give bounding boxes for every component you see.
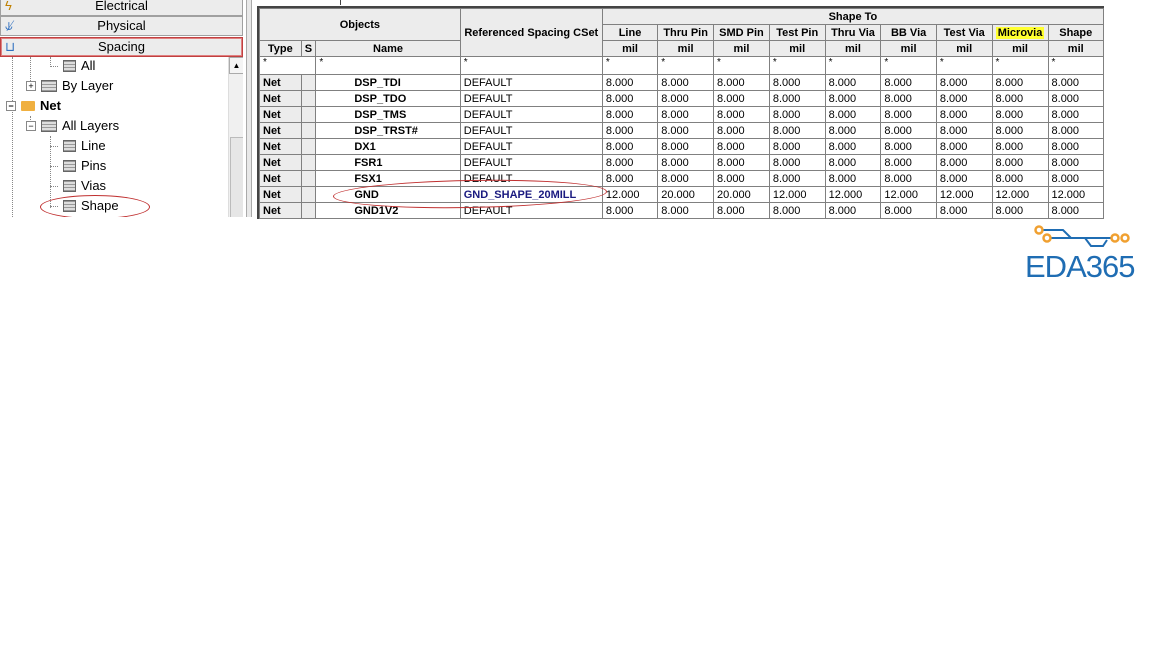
unit-header: mil: [936, 41, 992, 57]
row-name[interactable]: FSR1: [316, 155, 460, 171]
tree-item-all-layers[interactable]: − All Layers: [26, 117, 119, 135]
row-value[interactable]: 8.000: [936, 139, 992, 155]
row-value[interactable]: 8.000: [1048, 139, 1103, 155]
tree-item-line[interactable]: Line: [50, 137, 106, 155]
collapse-icon[interactable]: −: [6, 101, 16, 111]
row-name[interactable]: DSP_TMS: [316, 107, 460, 123]
column-header-thru-via[interactable]: Thru Via: [825, 25, 881, 41]
collapse-icon[interactable]: −: [26, 121, 36, 131]
grid-icon: [63, 60, 76, 72]
row-s-cell: [301, 171, 316, 187]
row-value[interactable]: 8.000: [825, 123, 881, 139]
row-value[interactable]: 8.000: [769, 139, 825, 155]
grid-stack-icon: [41, 120, 57, 132]
row-value[interactable]: 12.000: [881, 187, 936, 203]
row-cset[interactable]: DEFAULT: [460, 139, 602, 155]
tree-item-net[interactable]: − Net: [6, 97, 61, 115]
row-value[interactable]: 8.000: [1048, 107, 1103, 123]
objects-header: Objects: [260, 9, 461, 41]
row-value[interactable]: 8.000: [992, 155, 1048, 171]
row-cset[interactable]: DEFAULT: [460, 203, 602, 219]
unit-header: mil: [714, 41, 770, 57]
row-value[interactable]: 8.000: [1048, 155, 1103, 171]
unit-header: mil: [658, 41, 714, 57]
column-header-thru-pin[interactable]: Thru Pin: [658, 25, 714, 41]
row-value[interactable]: 8.000: [881, 123, 936, 139]
row-value[interactable]: 8.000: [992, 75, 1048, 91]
row-s-cell: [301, 91, 316, 107]
row-value[interactable]: 8.000: [714, 75, 770, 91]
eda365-watermark: EDA365: [1025, 224, 1140, 286]
row-value[interactable]: 8.000: [769, 171, 825, 187]
row-value[interactable]: 8.000: [658, 123, 714, 139]
unit-header: mil: [602, 41, 657, 57]
filter-value[interactable]: *: [658, 57, 714, 75]
row-value[interactable]: 8.000: [992, 123, 1048, 139]
row-value[interactable]: 8.000: [714, 91, 770, 107]
column-header-smd-pin[interactable]: SMD Pin: [714, 25, 770, 41]
table-row[interactable]: [260, 107, 1104, 123]
column-header-shape[interactable]: Shape: [1048, 25, 1103, 41]
worksheet-electrical-button[interactable]: ϟ Electrical: [0, 0, 243, 16]
column-header-bb-via[interactable]: BB Via: [881, 25, 936, 41]
row-value[interactable]: 8.000: [769, 75, 825, 91]
panel-splitter[interactable]: [246, 0, 252, 217]
row-type: Net: [260, 171, 302, 187]
row-name[interactable]: GND1V2: [316, 203, 460, 219]
row-cset[interactable]: DEFAULT: [460, 107, 602, 123]
row-value[interactable]: 8.000: [1048, 75, 1103, 91]
tree-scrollbar[interactable]: [228, 57, 243, 217]
row-cset[interactable]: DEFAULT: [460, 123, 602, 139]
unit-header: mil: [992, 41, 1048, 57]
row-value[interactable]: 8.000: [825, 155, 881, 171]
row-value[interactable]: 8.000: [714, 203, 770, 219]
row-name[interactable]: DSP_TRST#: [316, 123, 460, 139]
grid-icon: [63, 160, 76, 172]
unit-header: mil: [825, 41, 881, 57]
row-value[interactable]: 12.000: [769, 187, 825, 203]
table-row[interactable]: [260, 75, 1104, 91]
row-value[interactable]: 12.000: [936, 187, 992, 203]
row-s-cell: [301, 139, 316, 155]
row-value[interactable]: 8.000: [602, 155, 657, 171]
worksheet-physical-button[interactable]: ⫝̸ Physical: [0, 16, 243, 36]
row-value[interactable]: 8.000: [881, 155, 936, 171]
row-value[interactable]: 8.000: [769, 91, 825, 107]
row-value[interactable]: 8.000: [658, 139, 714, 155]
row-value[interactable]: 12.000: [992, 187, 1048, 203]
filter-name[interactable]: *: [316, 57, 460, 75]
row-type: Net: [260, 203, 302, 219]
row-value[interactable]: 8.000: [992, 203, 1048, 219]
row-value[interactable]: 8.000: [602, 123, 657, 139]
filter-type[interactable]: *: [260, 57, 316, 75]
row-value[interactable]: 8.000: [992, 139, 1048, 155]
tree-item-by-layer[interactable]: + By Layer: [26, 77, 113, 95]
tree-item-shape[interactable]: Shape: [50, 197, 119, 215]
row-cset[interactable]: DEFAULT: [460, 155, 602, 171]
filter-cset[interactable]: *: [460, 57, 602, 75]
row-s-cell: [301, 107, 316, 123]
row-name[interactable]: DSP_TDO: [316, 91, 460, 107]
row-value[interactable]: 8.000: [602, 75, 657, 91]
column-header-test-pin[interactable]: Test Pin: [769, 25, 825, 41]
row-value[interactable]: 8.000: [992, 171, 1048, 187]
row-value[interactable]: 8.000: [602, 107, 657, 123]
unit-header: mil: [1048, 41, 1103, 57]
row-type: Net: [260, 139, 302, 155]
row-value[interactable]: 8.000: [825, 203, 881, 219]
expand-icon[interactable]: +: [26, 81, 36, 91]
table-row[interactable]: [260, 123, 1104, 139]
filter-value[interactable]: *: [714, 57, 770, 75]
column-header-microvia[interactable]: Microvia: [992, 25, 1048, 41]
row-value[interactable]: 8.000: [936, 203, 992, 219]
row-value[interactable]: 8.000: [825, 91, 881, 107]
spacing-icon: ⊔: [5, 39, 16, 54]
row-value[interactable]: 8.000: [769, 203, 825, 219]
lightning-icon: ϟ: [5, 0, 12, 13]
row-value[interactable]: 8.000: [825, 107, 881, 123]
row-cset[interactable]: DEFAULT: [460, 75, 602, 91]
row-type: Net: [260, 107, 302, 123]
row-value[interactable]: 8.000: [825, 139, 881, 155]
row-cset[interactable]: DEFAULT: [460, 91, 602, 107]
row-cset[interactable]: DEFAULT: [460, 171, 602, 187]
filter-value[interactable]: *: [769, 57, 825, 75]
row-value[interactable]: 8.000: [714, 155, 770, 171]
constraint-workbook-panel: [0, 0, 243, 217]
annotation-ellipse: [40, 195, 150, 217]
row-value[interactable]: 8.000: [602, 91, 657, 107]
row-value[interactable]: 8.000: [769, 123, 825, 139]
row-value[interactable]: 8.000: [936, 123, 992, 139]
filter-value[interactable]: *: [936, 57, 992, 75]
row-value[interactable]: 8.000: [1048, 171, 1103, 187]
row-value[interactable]: 8.000: [714, 123, 770, 139]
row-s-cell: [301, 203, 316, 219]
unit-header: mil: [881, 41, 936, 57]
column-header-line[interactable]: Line: [602, 25, 657, 41]
tree-item-pins[interactable]: Pins: [50, 157, 106, 175]
row-value[interactable]: 12.000: [825, 187, 881, 203]
row-value[interactable]: 8.000: [881, 171, 936, 187]
row-type: Net: [260, 75, 302, 91]
row-value[interactable]: 8.000: [881, 203, 936, 219]
row-cset[interactable]: GND_SHAPE_20MILL: [460, 187, 602, 203]
row-value[interactable]: 8.000: [714, 139, 770, 155]
row-type: Net: [260, 155, 302, 171]
table-row[interactable]: [260, 155, 1104, 171]
row-value[interactable]: 8.000: [769, 107, 825, 123]
grid-icon: [63, 140, 76, 152]
name-header[interactable]: Name: [316, 41, 460, 57]
row-value[interactable]: 8.000: [825, 75, 881, 91]
row-s-cell: [301, 123, 316, 139]
row-value[interactable]: 8.000: [936, 155, 992, 171]
row-s-cell: [301, 155, 316, 171]
grid-icon: [63, 180, 76, 192]
shape-to-header: Shape To: [602, 9, 1103, 25]
row-value[interactable]: 8.000: [1048, 91, 1103, 107]
table-row[interactable]: [260, 91, 1104, 107]
row-value[interactable]: 8.000: [936, 171, 992, 187]
row-value[interactable]: 8.000: [658, 171, 714, 187]
filter-value[interactable]: *: [1048, 57, 1103, 75]
row-value[interactable]: 8.000: [658, 107, 714, 123]
column-header-test-via[interactable]: Test Via: [936, 25, 992, 41]
folder-open-icon: [21, 101, 35, 111]
row-value[interactable]: 8.000: [936, 107, 992, 123]
row-name[interactable]: DX1: [316, 139, 460, 155]
row-value[interactable]: 8.000: [936, 91, 992, 107]
physical-icon: ⫝̸: [5, 18, 13, 33]
row-value[interactable]: 8.000: [881, 139, 936, 155]
tree-item-all[interactable]: All: [50, 57, 95, 75]
row-value[interactable]: 8.000: [936, 75, 992, 91]
row-value[interactable]: 8.000: [825, 171, 881, 187]
row-value[interactable]: 8.000: [658, 155, 714, 171]
row-value[interactable]: 8.000: [658, 75, 714, 91]
grid-stack-icon: [41, 80, 57, 92]
row-value[interactable]: 8.000: [881, 75, 936, 91]
row-s-cell: [301, 187, 316, 203]
worksheet-spacing-button[interactable]: ⊔ Spacing: [0, 37, 243, 57]
s-header[interactable]: S: [301, 41, 316, 57]
filter-value[interactable]: *: [992, 57, 1048, 75]
row-value[interactable]: 8.000: [881, 107, 936, 123]
tree-item-vias[interactable]: Vias: [50, 177, 106, 195]
row-value[interactable]: 8.000: [714, 107, 770, 123]
row-type: Net: [260, 187, 302, 203]
row-type: Net: [260, 91, 302, 107]
row-value[interactable]: 8.000: [992, 107, 1048, 123]
row-value[interactable]: 8.000: [881, 91, 936, 107]
row-value[interactable]: 8.000: [602, 203, 657, 219]
row-value[interactable]: 12.000: [602, 187, 657, 203]
row-name[interactable]: DSP_TDI: [316, 75, 460, 91]
row-value[interactable]: 8.000: [1048, 123, 1103, 139]
cset-header: Referenced Spacing CSet: [460, 9, 602, 57]
filter-value[interactable]: *: [602, 57, 657, 75]
filter-value[interactable]: *: [825, 57, 881, 75]
table-row[interactable]: [260, 139, 1104, 155]
row-type: Net: [260, 123, 302, 139]
scroll-thumb[interactable]: [230, 137, 243, 217]
row-value[interactable]: 8.000: [714, 171, 770, 187]
row-value[interactable]: 8.000: [992, 91, 1048, 107]
row-value[interactable]: 8.000: [602, 139, 657, 155]
type-header[interactable]: Type: [260, 41, 302, 57]
row-name[interactable]: FSX1: [316, 171, 460, 187]
unit-header: mil: [769, 41, 825, 57]
row-value[interactable]: 8.000: [658, 91, 714, 107]
row-value[interactable]: 8.000: [602, 171, 657, 187]
row-value[interactable]: 12.000: [1048, 187, 1103, 203]
row-value[interactable]: 8.000: [1048, 203, 1103, 219]
row-value[interactable]: 20.000: [714, 187, 770, 203]
filter-value[interactable]: *: [881, 57, 936, 75]
row-value[interactable]: 8.000: [658, 203, 714, 219]
row-value[interactable]: 20.000: [658, 187, 714, 203]
scroll-up-arrow-icon[interactable]: ▲: [229, 57, 243, 74]
row-s-cell: [301, 75, 316, 91]
row-name[interactable]: GND: [316, 187, 460, 203]
row-value[interactable]: 8.000: [769, 155, 825, 171]
